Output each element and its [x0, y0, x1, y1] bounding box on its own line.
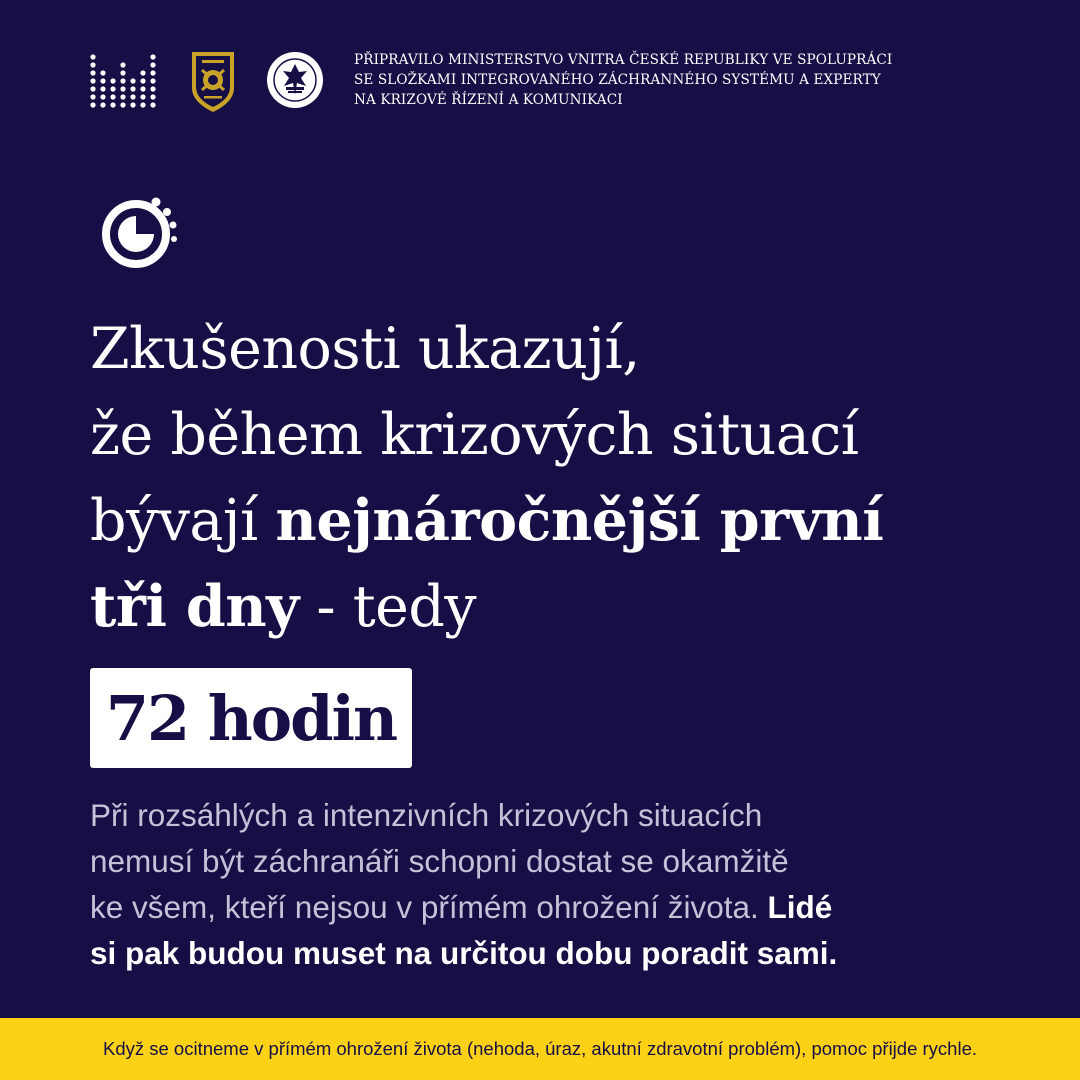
body-text-emphasis: Lidé	[767, 889, 833, 925]
body-line: nemusí být záchranáři schopni dostat se okamžitě	[90, 843, 789, 879]
body-text-regular: ke všem, kteří nejsou v přímém ohrožení života.	[90, 889, 768, 925]
header-line: SE SLOŽKAMI INTEGROVANÉHO ZÁCHRANNÉHO SYSTÉMU A EXPERTY	[354, 72, 881, 88]
headline-line: Zkušenosti ukazují,	[90, 316, 640, 382]
header-attribution	[354, 50, 894, 110]
timer-icon	[96, 188, 182, 274]
hours-highlight-text: 72 hodin	[105, 681, 397, 755]
ministry-of-interior-logo	[88, 50, 158, 110]
headline-line	[90, 564, 1050, 650]
header	[88, 44, 893, 116]
headline-emphasis: tři dny	[90, 573, 299, 640]
headline-text: - tedy	[298, 574, 477, 640]
footer-banner	[0, 1018, 1080, 1080]
security-information-service-logo	[266, 51, 324, 109]
header-line: NA KRIZOVÉ ŘÍZENÍ A KOMUNIKACI	[354, 92, 623, 108]
footer-text: Když se ocitneme v přímém ohrožení života (nehoda, úraz, akutní zdravotní problém), pomoc přijde rychle.	[102, 1038, 978, 1059]
header-line: PŘIPRAVILO MINISTERSTVO VNITRA ČESKÉ REPUBLIKY VE SPOLUPRÁCI	[354, 52, 893, 68]
headline-emphasis: nejnáročnější první	[275, 487, 884, 554]
hours-highlight-box	[90, 668, 412, 768]
fire-rescue-service-logo	[188, 46, 238, 114]
body-line	[90, 930, 1030, 976]
body-line: Při rozsáhlých a intenzivních krizových situacích	[90, 797, 763, 833]
body-line	[90, 884, 1030, 930]
headline-text: bývají	[90, 488, 276, 554]
headline-line	[90, 478, 1050, 564]
body-text-emphasis: si pak budou muset na určitou dobu poradit sami.	[90, 935, 838, 971]
body-text	[90, 792, 1030, 976]
headline-line: že během krizových situací	[90, 402, 859, 468]
headline	[90, 306, 1050, 650]
